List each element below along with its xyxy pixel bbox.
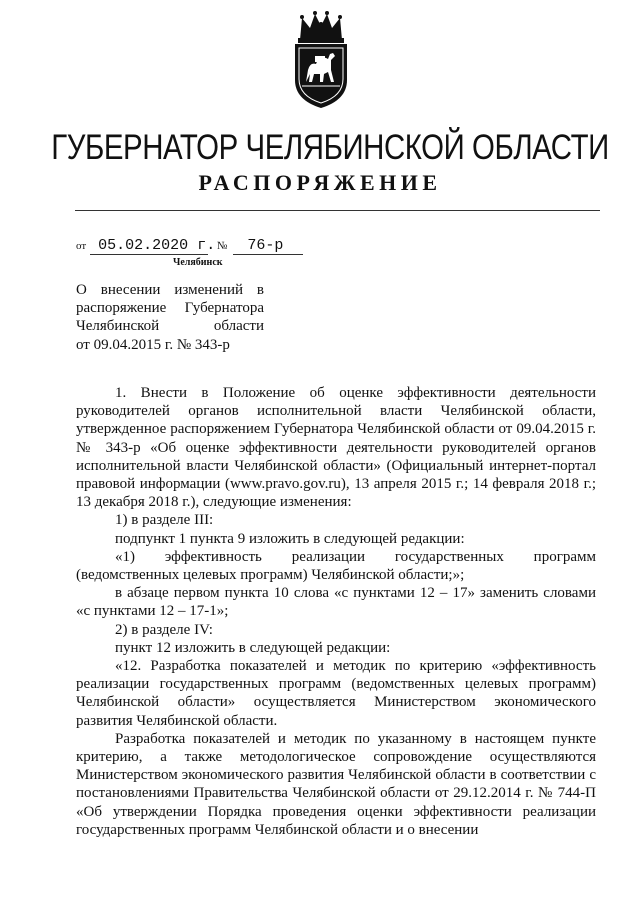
paragraph: «12. Разработка показателей и методик по критерию «эффективность реализации государственных программ (ведомственных целевых программ) Челябинской области» осуществляется Министерством экономического развития Челябинской области. (76, 658, 596, 729)
paragraph: 1. Внести в Положение об оценке эффективности деятельности руководителей органов исполнительной власти Челябинской области, утвержденное распоряжением Губернатора Челябинской области от 09.04.2015 г. № 343-р «Об оценке эффективности деятельности руководителей органов исполнительной власти Челябинской области» (Официальный интернет-портал правовой информации (www.pravo.gov.ru), 13 апреля 2015 г.; 14 февраля 2018 г.; 13 декабря 2018 г.), следующие изменения: (76, 385, 596, 511)
document-date: 05.02.2020 г. (90, 238, 208, 255)
city-name: Челябинск (173, 257, 223, 268)
subject-line: распоряжение Губернатора (76, 300, 264, 317)
paragraph: пункт 12 изложить в следующей редакции: (115, 639, 391, 656)
subject-line: О внесении изменений в (76, 282, 264, 298)
subject-line: Челябинской области (76, 318, 264, 335)
page-title: ГУБЕРНАТОР ЧЕЛЯБИНСКОЙ ОБЛАСТИ (51, 128, 609, 167)
document-type: РАСПОРЯЖЕНИЕ (198, 170, 442, 195)
paragraph: «1) эффективность реализации государственных программ (ведомственных целевых программ) Челябинской области;»; (76, 548, 596, 584)
number-label: № (216, 240, 228, 252)
paragraph: 1) в разделе III: (115, 512, 214, 529)
document-body (76, 384, 596, 839)
dateline (76, 238, 303, 255)
paragraph: Разработка показателей и методик по указанному в настоящем пункте критерию, а также методологическое сопровождение осуществляются Министерством экономического развития Челябинской области в соответствии с постановлениями Правительства Челябинской области от 29.12.2014 г. № 744-П «Об утверждении Порядка проведения оценки эффективности реализации государственных программ Челябинской области и о внесении (76, 730, 596, 838)
paragraph: подпункт 1 пункта 9 изложить в следующей редакции: (115, 530, 465, 547)
document-subject (76, 281, 264, 354)
header-divider (75, 210, 600, 211)
coat-of-arms-icon (290, 10, 352, 110)
paragraph: 2) в разделе IV: (115, 621, 213, 638)
date-label: от (76, 240, 87, 252)
document-number: 76-р (233, 238, 303, 255)
subject-line: от 09.04.2015 г. № 343-р (76, 336, 230, 353)
paragraph: в абзаце первом пункта 10 слова «с пунктами 12 – 17» заменить словами «с пунктами 12 – 17-1»; (76, 585, 596, 620)
